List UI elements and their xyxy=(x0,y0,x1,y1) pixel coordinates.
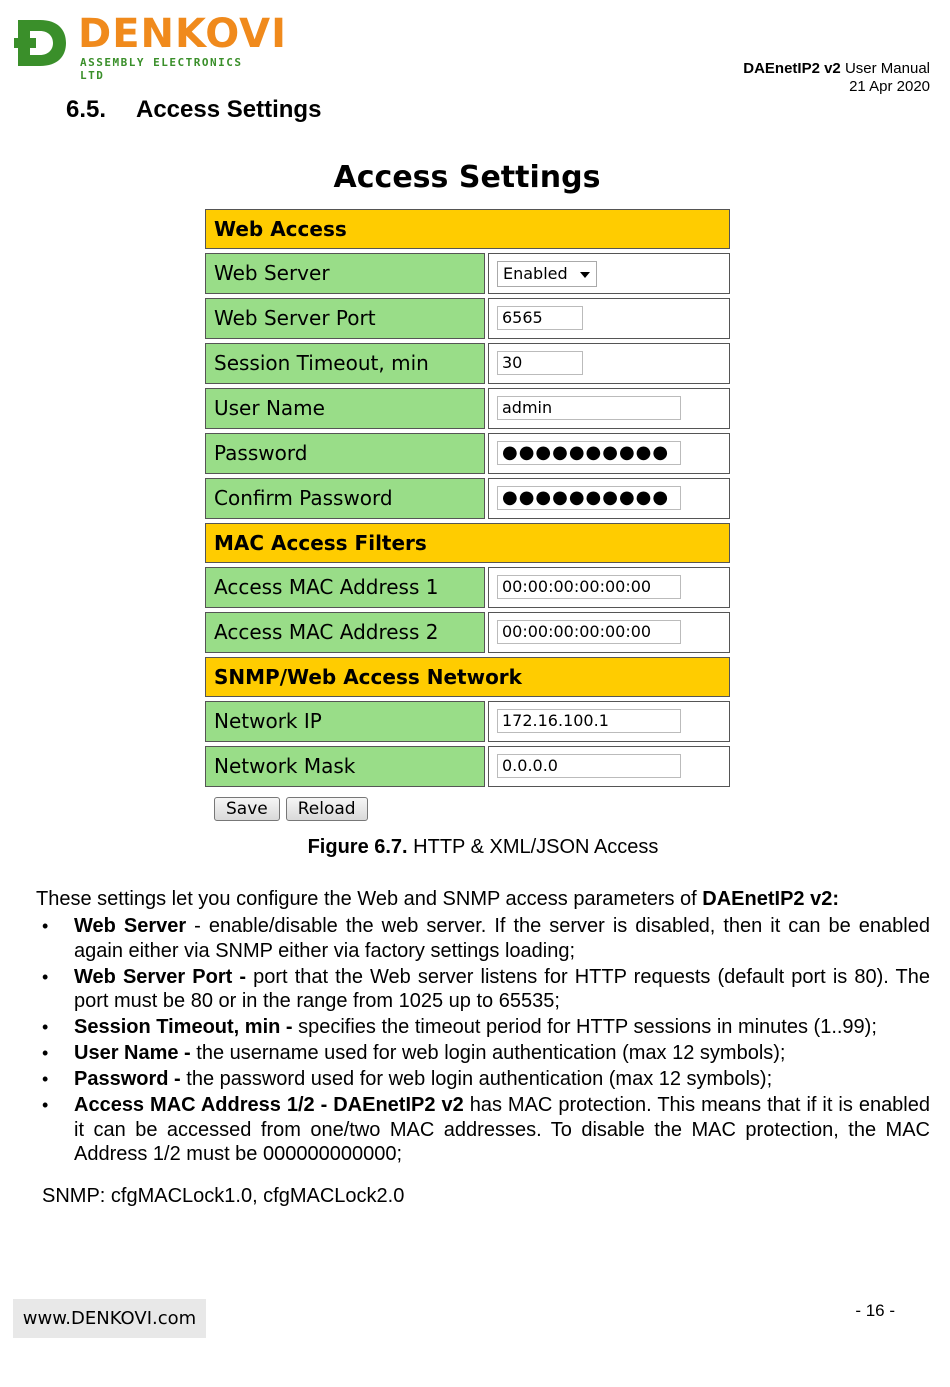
list-item-text: port that the Web server listens for HTTP requests (default port is 80). The port must be 80 or in the range from 1025 up to 65535; xyxy=(74,965,930,1012)
page-number: - 16 - xyxy=(855,1301,895,1320)
web-server-port-input[interactable]: 6565 xyxy=(497,306,583,330)
label-session-timeout: Session Timeout, min xyxy=(205,343,485,384)
section-number: 6.5. xyxy=(66,96,107,123)
row-network-ip xyxy=(205,701,730,742)
cell-network-mask xyxy=(488,746,730,787)
dropdown-arrow-icon xyxy=(580,272,590,278)
section-title: Access Settings xyxy=(136,96,322,123)
label-password: Password xyxy=(205,433,485,474)
list-item-text: has MAC protection. This means that if it is enabled it can be accessed from one/two MAC addresses. To disable the MAC protection, the MAC Address 1/2 must be 000000000000; xyxy=(74,1094,930,1165)
figure-title: Access Settings xyxy=(333,160,601,195)
access-settings-form xyxy=(205,209,730,791)
snmp-oids: SNMP: cfgMACLock1.0, cfgMACLock2.0 xyxy=(42,1185,405,1207)
session-timeout-input[interactable]: 30 xyxy=(497,351,583,375)
list-item-text: specifies the timeout period for HTTP sessions in minutes (1..99); xyxy=(292,1016,877,1038)
row-password xyxy=(205,433,730,474)
web-server-select[interactable] xyxy=(497,261,597,287)
label-confirm-password: Confirm Password xyxy=(205,478,485,519)
figure-caption xyxy=(0,836,950,859)
footer-website: www.DENKOVI.com xyxy=(13,1299,206,1338)
denkovi-d-logo-icon xyxy=(14,16,68,70)
intro-product: DAEnetIP2 v2: xyxy=(702,888,839,910)
cell-mac-address-2 xyxy=(488,612,730,653)
label-user-name: User Name xyxy=(205,388,485,429)
list-item xyxy=(36,1067,930,1092)
network-ip-input[interactable]: 172.16.100.1 xyxy=(497,709,681,733)
cell-password xyxy=(488,433,730,474)
settings-description-list xyxy=(36,914,930,1168)
document-header xyxy=(743,60,930,96)
row-mac-address-1 xyxy=(205,567,730,608)
form-buttons xyxy=(214,797,374,821)
user-name-input[interactable]: admin xyxy=(497,396,681,420)
list-item-term: Web Server Port - xyxy=(74,965,247,988)
list-item-term: Session Timeout, min - xyxy=(74,1016,293,1038)
group-header-mac-filters: MAC Access Filters xyxy=(205,523,730,563)
label-web-server: Web Server xyxy=(205,253,485,294)
list-item xyxy=(36,1093,930,1167)
mac-address-2-input[interactable]: 00:00:00:00:00:00 xyxy=(497,620,681,644)
list-item xyxy=(36,1041,930,1066)
label-mac-address-2: Access MAC Address 2 xyxy=(205,612,485,653)
list-item xyxy=(36,1015,930,1040)
doc-date: 21 Apr 2020 xyxy=(849,78,930,95)
group-header-web-access: Web Access xyxy=(205,209,730,249)
row-user-name xyxy=(205,388,730,429)
figure-number: Figure 6.7. xyxy=(307,836,408,858)
cell-mac-address-1 xyxy=(488,567,730,608)
doc-type: User Manual xyxy=(844,60,930,77)
password-input[interactable]: ●●●●●●●●●● xyxy=(497,441,681,465)
list-item-term: Web Server xyxy=(74,915,187,937)
label-network-ip: Network IP xyxy=(205,701,485,742)
intro-paragraph xyxy=(36,888,839,911)
list-item-text: the username used for web login authentication (max 12 symbols); xyxy=(190,1042,786,1064)
group-header-network: SNMP/Web Access Network xyxy=(205,657,730,697)
save-button[interactable]: Save xyxy=(214,797,280,821)
row-session-timeout xyxy=(205,343,730,384)
list-item xyxy=(36,965,930,1014)
cell-user-name xyxy=(488,388,730,429)
logo-wordmark: DENKOVI xyxy=(78,11,287,57)
confirm-password-input[interactable]: ●●●●●●●●●● xyxy=(497,486,681,510)
cell-web-server-port xyxy=(488,298,730,339)
label-mac-address-1: Access MAC Address 1 xyxy=(205,567,485,608)
row-web-server-port xyxy=(205,298,730,339)
cell-confirm-password xyxy=(488,478,730,519)
list-item-text: - enable/disable the web server. If the server is disabled, then it can be enabled again either via SNMP either via factory settings loading; xyxy=(74,915,930,962)
mac-address-1-input[interactable]: 00:00:00:00:00:00 xyxy=(497,575,681,599)
label-network-mask: Network Mask xyxy=(205,746,485,787)
list-item-term: Access MAC Address 1/2 - DAEnetIP2 v2 xyxy=(74,1094,464,1116)
row-web-server xyxy=(205,253,730,294)
row-network-mask xyxy=(205,746,730,787)
intro-text: These settings let you configure the Web and SNMP access parameters of xyxy=(36,888,703,910)
row-confirm-password xyxy=(205,478,730,519)
list-item-term: User Name - xyxy=(74,1042,191,1064)
figure-caption-text: HTTP & XML/JSON Access xyxy=(413,836,659,858)
web-server-value: Enabled xyxy=(503,264,568,283)
denkovi-logo xyxy=(14,11,287,82)
section-heading xyxy=(66,96,321,124)
cell-network-ip xyxy=(488,701,730,742)
row-mac-address-2 xyxy=(205,612,730,653)
network-mask-input[interactable]: 0.0.0.0 xyxy=(497,754,681,778)
product-name: DAEnetIP2 v2 xyxy=(743,60,841,77)
label-web-server-port: Web Server Port xyxy=(205,298,485,339)
cell-web-server xyxy=(488,253,730,294)
list-item xyxy=(36,914,930,963)
logo-tagline: ASSEMBLY ELECTRONICS LTD xyxy=(80,56,243,82)
list-item-term: Password - xyxy=(74,1068,181,1090)
cell-session-timeout xyxy=(488,343,730,384)
reload-button[interactable]: Reload xyxy=(286,797,368,821)
list-item-text: the password used for web login authentication (max 12 symbols); xyxy=(180,1068,773,1090)
